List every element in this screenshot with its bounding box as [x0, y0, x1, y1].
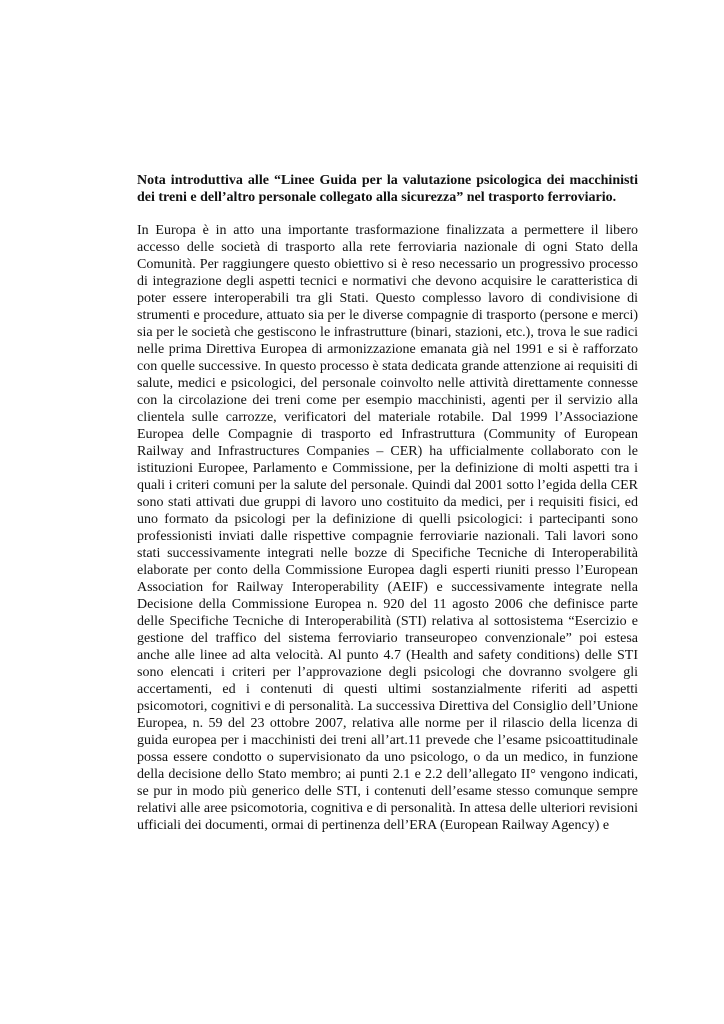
body-paragraph: In Europa è in atto una importante trasformazione finalizzata a permettere il libero accesso delle società di trasporto alla rete ferroviaria nazionale di ogni Stato della Comunità. Per raggiungere questo obiettivo si è reso necessario un progressivo processo di integrazione degli aspetti tecnici e normativi che devono acquisire le caratteristica di poter essere interoperabili tra gli Stati. Questo complesso lavoro di condivisione di strumenti e procedure, attuato sia per le diverse compagnie di trasporto (persone e merci) sia per le società che gestiscono le infrastrutture (binari, stazioni, etc.), trova le sue radici nelle prima Direttiva Europea di armonizzazione emanata già nel 1991 e si è rafforzato con quelle successive. In questo processo è stata dedicata grande attenzione ai requisiti di salute, medici e psicologici, del personale coinvolto nelle attività direttamente connesse con la circolazione dei treni come per esempio macchinisti, agenti per il servizio alla clientela sulle carrozze, verificatori del materiale rotabile. Dal 1999 l’Associazione Europea delle Compagnie di trasporto ed Infrastruttura (Community of European Railway and Infrastructures Companies – CER) ha ufficialmente collaborato con le istituzioni Europee, Parlamento e Commissione, per la definizione di molti aspetti tra i quali i criteri comuni per la salute del personale. Quindi dal 2001 sotto l’egida della CER sono stati attivati due gruppi di lavoro uno costituito da medici, per i requisiti fisici, ed uno formato da psicologi per la definizione di quelli psicologici: i partecipanti sono professionisti inviati dalle rispettive compagnie ferroviarie nazionali. Tali lavori sono stati successivamente integrati nelle bozze di Specifiche Tecniche di Interoperabilità elaborate per conto della Commissione Europea dagli esperti riuniti presso l’European Association for Railway Interoperability (AEIF) e successivamente integrate nella Decisione della Commissione Europea n. 920 del 11 agosto 2006 che definisce parte delle Specifiche Tecniche di Interoperabilità (STI) relativa al sottosistema “Esercizio e gestione del traffico del sistema ferroviario transeuropeo convenzionale” poi estesa anche alle linee ad alta velocità. Al punto 4.7 (Health and safety conditions) delle STI sono elencati i criteri per l’approvazione degli psicologi che dovranno svolgere gli accertamenti, ed i contenuti di questi ultimi sostanzialmente riferiti ad aspetti psicomotori, cognitivi e di personalità. La successiva Direttiva del Consiglio dell’Unione Europea, n. 59 del 23 ottobre 2007, relativa alle norme per il rilascio della licenza di guida europea per i macchinisti dei treni all’art.11 prevede che l’esame psicoattitudinale possa essere condotto o supervisionato da uno psicologo, o da un medico, in funzione della decisione dello Stato membro; ai punti 2.1 e 2.2 dell’allegato II° vengono indicati, se pur in modo più generico delle STI, i contenuti dell’esame stesso comunque sempre relativi alle aree psicomotoria, cognitiva e di personalità. In attesa delle ulteriori revisioni ufficiali dei documenti, ormai di pertinenza dell’ERA (European Railway Agency) e — [137, 223, 638, 833]
document-page — [137, 172, 638, 834]
document-title: Nota introduttiva alle “Linee Guida per la valutazione psicologica dei macchinisti dei treni e dell’altro personale collegato alla sicurezza” nel trasporto ferroviario. — [137, 173, 638, 205]
